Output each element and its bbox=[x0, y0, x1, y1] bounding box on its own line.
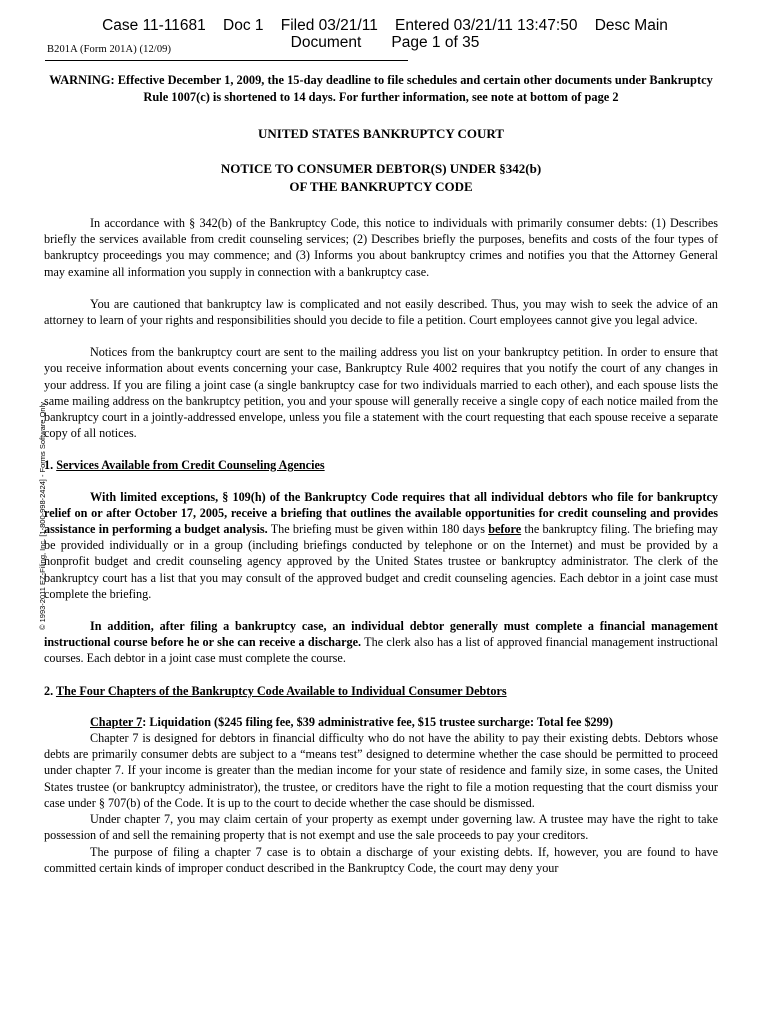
section-1-title: Services Available from Credit Counseling Agencies bbox=[56, 458, 325, 473]
case-stamp-line1: Case 11-11681 Doc 1 Filed 03/21/11 Entered 03/21/11 13:47:50 Desc Main bbox=[102, 17, 668, 34]
section-1-number: 1. bbox=[44, 458, 57, 473]
software-side-note: © 1993-2011 EZ-Filing, Inc. [1-800-998-2424] - Forms Software Only bbox=[38, 402, 47, 630]
warning-notice: WARNING: Effective December 1, 2009, the 15-day deadline to file schedules and certain other documents under Bankruptcy Rule 1007(c) is shortened to 14 days. For further information, see note at bottom of page 2 bbox=[49, 73, 713, 104]
chapter-7-heading: Chapter 7: Liquidation ($245 filing fee, $39 administrative fee, $15 trustee surcharge: Total fee $299) bbox=[90, 714, 613, 729]
briefing-requirement: With limited exceptions, § 109(h) of the Bankruptcy Code requires that all individual debtors who file for bankruptcy relief on or after October 17, 2005, receive a briefing that outlines the available opportunities for credit counseling and provides assistance in performing a budget analysis. bbox=[44, 489, 718, 537]
chapter-7-paragraph-1: Chapter 7 is designed for debtors in financial difficulty who do not have the ability to pay their existing debts. Debtors whose debts are primarily consumer debts are subject to a “means test” designed to determine whether the case should be permitted to proceed under chapter 7. If your income is greater than the median income for your state of residence and family size, in some cases, the United States trustee (or bankruptcy administrator), the trustee, or creditors have the right to file a motion requesting that the court dismiss your case under § 707(b) of the Code. It is up to the court to decide whether the case should be dismissed. bbox=[44, 731, 718, 810]
section-1-heading bbox=[44, 457, 718, 473]
document-body bbox=[44, 72, 718, 876]
form-identifier: B201A (Form 201A) (12/09) bbox=[47, 44, 172, 55]
course-requirement: In addition, after filing a bankruptcy case, an individual debtor generally must complete a financial management instructional course before he or she can receive a discharge. bbox=[44, 619, 718, 650]
section-2-heading bbox=[44, 683, 718, 699]
intro-paragraph-3: Notices from the bankruptcy court are sent to the mailing address you list on your bankruptcy petition. In order to ensure that you receive information about events concerning your case, Bankruptcy Rule 4002 requires that you notify the court of any changes in your address. If you are filing a joint case (a single bankruptcy case for two individuals married to each other), and each spouse lists the same mailing address on the bankruptcy petition, you and your spouse will generally receive a single copy of each notice mailed from the bankruptcy court in a jointly-addressed envelope, unless you file a statement with the court requesting that each spouse receive a separate copy of all notices. bbox=[44, 345, 718, 441]
intro-paragraph-2: You are cautioned that bankruptcy law is complicated and not easily described. Thus, you may wish to seek the advice of an attorney to learn of your rights and responsibilities should you decide to file a petition. Court employees cannot give you legal advice. bbox=[44, 296, 718, 328]
case-stamp-line2: Document Page 1 of 35 bbox=[290, 34, 480, 51]
notice-title-line2: OF THE BANKRUPTCY CODE bbox=[289, 178, 473, 194]
intro-paragraph-1: In accordance with § 342(b) of the Bankruptcy Code, this notice to individuals with primarily consumer debts: (1) Describes briefly the services available from credit counseling services; (2) Describes briefly the purposes, benefits and costs of the four types of bankruptcy proceedings you may commence; and (3) Informs you about bankruptcy crimes and notifies you that the Attorney General may examine all information you supply in connection with a bankruptcy case. bbox=[44, 216, 718, 279]
court-title: UNITED STATES BANKRUPTCY COURT bbox=[258, 126, 504, 141]
section-1-paragraph-1: With limited exceptions, § 109(h) of the Bankruptcy Code requires that all individual debtors who file for bankruptcy relief on or after October 17, 2005, receive a briefing that outlines the available opportunities for credit counseling and provides assistance in performing a budget analysis. The briefing must be given within 180 days before the bankruptcy filing. The briefing may be provided individually or in a group (including briefings conducted by telephone or on the Internet) and must be provided by a nonprofit budget and credit counseling agency approved by the United States trustee or bankruptcy administrator. The clerk of the bankruptcy court has a list that you may consult of the approved budget and credit counseling agencies. Each debtor in a joint case must complete the briefing. bbox=[44, 489, 718, 601]
section-2-number: 2. bbox=[44, 683, 56, 698]
before-emphasis: before bbox=[488, 522, 522, 537]
header-rule bbox=[45, 60, 408, 61]
notice-title-line1: NOTICE TO CONSUMER DEBTOR(S) UNDER §342(b) bbox=[220, 161, 542, 176]
section-1-paragraph-2: In addition, after filing a bankruptcy case, an individual debtor generally must complete a financial management instructional course before he or she can receive a discharge. The clerk also has a list of approved financial management instructional courses. Each debtor in a joint case must complete the course. bbox=[44, 619, 718, 666]
chapter-7-paragraph-3: The purpose of filing a chapter 7 case is to obtain a discharge of your existing debts. If, however, you are found to have committed certain kinds of improper conduct described in the Bankruptcy Code, the court may deny your bbox=[44, 844, 718, 875]
notice-title bbox=[44, 160, 718, 195]
section-2-title: The Four Chapters of the Bankruptcy Code Available to Individual Consumer Debtors bbox=[55, 683, 507, 698]
chapter-7-label: Chapter 7 bbox=[90, 714, 143, 729]
chapter-7-paragraph-2: Under chapter 7, you may claim certain of your property as exempt under governing law. A trustee may have the right to take possession of and sell the remaining property that is not exempt and use the sale proceeds to pay your creditors. bbox=[44, 812, 718, 843]
